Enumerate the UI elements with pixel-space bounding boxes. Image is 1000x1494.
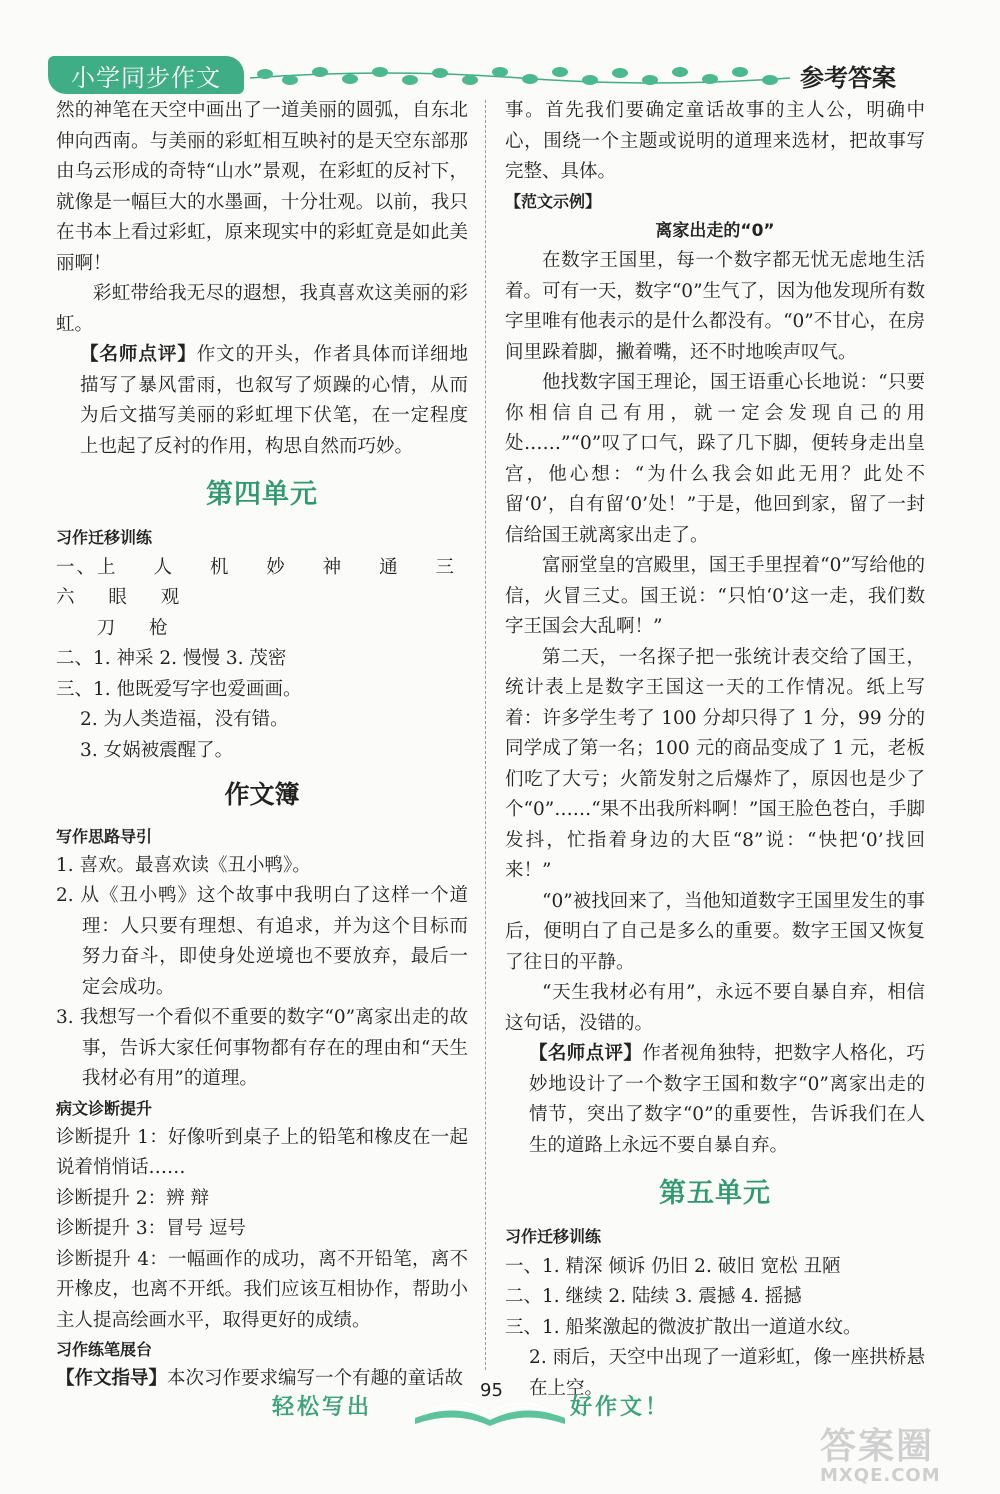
page-header xyxy=(0,0,1000,100)
right-column xyxy=(505,96,925,1404)
left-column xyxy=(56,96,468,1395)
answer-line: 三、1. 船桨激起的微波扩散出一道道水纹。 xyxy=(505,1316,862,1338)
answer-line: 二、1. 神采 2. 慢慢 3. 茂密 xyxy=(56,648,287,669)
answer-line: 一、1. 精深 倾诉 仍旧 2. 破旧 宽松 丑陋 xyxy=(505,1255,841,1277)
teacher-comment xyxy=(56,340,468,462)
answer-line: 诊断提升 2：辨 辩 xyxy=(56,1187,210,1209)
subsection-heading: 习作迁移训练 xyxy=(505,1226,602,1246)
guide-tag: 【作文指导】 xyxy=(56,1368,168,1389)
answer-line: 诊断提升 1：好像听到桌子上的铅笔和橡皮在一起说着悄悄话…… xyxy=(56,1126,468,1178)
story-paragraph: 富丽堂皇的宫殿里，国王手里捏着“0”写给他的信，火冒三丈。国王说：“只怕‘0’这一走，我们数字王国会大乱啊！” xyxy=(505,555,925,637)
page-title: 参考答案 xyxy=(800,64,896,92)
answer-line: 三、1. 他既爱写字也爱画画。 xyxy=(56,678,302,700)
answer-line: 2. 为人类造福，没有错。 xyxy=(80,709,289,730)
subsection-heading: 习作练笔展台 xyxy=(56,1340,153,1359)
comment-text: 作者视角独特，把数字人格化，巧妙地设计了一个数字王国和数字“0”离家出走的情节，突出了数字“0”的重要性，告诉我们在人生的道路上永远不要自暴自弃。 xyxy=(529,1043,925,1156)
subsection-heading: 病文诊断提升 xyxy=(56,1098,153,1118)
footer-slogan-right: 好作文！ xyxy=(570,1395,671,1420)
unit-heading: 第四单元 xyxy=(206,479,318,510)
teacher-comment xyxy=(505,1039,925,1161)
answer-line: 诊断提升 3：冒号 逗号 xyxy=(56,1218,247,1239)
answer-line: 2. 雨后，天空中出现了一道彩虹，像一座拱桥悬在上空。 xyxy=(529,1347,925,1399)
story-paragraph: “天生我材必有用”，永远不要自暴自弃，相信这句话，没错的。 xyxy=(505,982,925,1034)
story-paragraph: 在数字王国里，每一个数字都无忧无虑地生活着。可有一天，数字“0”生气了，因为他发现所有数字里唯有他表示的是什么都没有。“0”不甘心，在房间里跺着脚，撇着嘴，还不时地唉声叹气。 xyxy=(505,250,925,363)
answer-line: 诊断提升 4：一幅画作的成功，离不开铅笔，离不开橡皮，也离不开纸。我们应该互相协作，帮助小主人提高绘画水平，取得更好的成绩。 xyxy=(56,1248,468,1331)
watermark-url: MXQE.COM xyxy=(820,1465,941,1486)
guide-paragraph: 事。首先我们要确定童话故事的主人公，明确中心，围绕一个主题或说明的道理来选材，把故事写完整、具体。 xyxy=(505,100,925,182)
answer-line xyxy=(56,553,468,614)
guide-text: 本次习作要求编写一个有趣的童话故 xyxy=(167,1368,464,1389)
essay-paragraph: 然的神笔在天空中画出了一道美丽的圆弧，自东北伸向西南。与美丽的彩虹相互映衬的是天空东部那由乌云形成的奇特“山水”景观，在彩虹的反衬下，就像是一幅巨大的水墨画，十分壮观。以前，我只在书本上看过彩虹，原来现实中的彩虹竟是如此美丽啊！ xyxy=(56,100,468,274)
answer-line: 2. 从《丑小鸭》这个故事中我明白了这样一个道理：人只要有理想、有追求，并为这个目标而努力奋斗，即使身处逆境也不要放弃，最后一定会成功。 xyxy=(56,885,468,998)
unit-heading: 第五单元 xyxy=(659,1178,771,1209)
answer-label: 一、 xyxy=(56,556,98,578)
column-divider xyxy=(485,100,486,1370)
subsection-heading: 习作迁移训练 xyxy=(56,527,153,547)
subsection-heading: 写作思路导引 xyxy=(56,826,153,846)
story-title: 离家出走的“0” xyxy=(655,220,775,241)
book-series-badge: 小学同步作文 xyxy=(48,56,244,94)
section-heading: 作文簿 xyxy=(224,780,300,809)
comment-tag: 【名师点评】 xyxy=(80,344,197,365)
comment-text: 作文的开头，作者具体而详细地描写了暴风雷雨，也叙写了烦躁的心情，从而为后文描写美丽的彩虹埋下伏笔，在一定程度上也起了反衬的作用，构思自然而巧妙。 xyxy=(80,344,468,457)
example-tag: 【范文示例】 xyxy=(505,191,602,211)
answer-line: 1. 喜欢。最喜欢读《丑小鸭》。 xyxy=(56,854,311,876)
footer-slogan-left: 轻松写出 xyxy=(272,1395,373,1420)
watermark-text: 答案圈 xyxy=(820,1426,935,1467)
answer-chars: 上 人 机 妙 神 通 三 六 眼 观 xyxy=(56,556,468,608)
answer-line: 二、1. 继续 2. 陆续 3. 震撼 4. 摇撼 xyxy=(505,1286,802,1307)
essay-paragraph: 彩虹带给我无尽的遐想，我真喜欢这美丽的彩虹。 xyxy=(56,283,468,335)
answer-line: 3. 我想写一个看似不重要的数字“0”离家出走的故事，告诉大家任何事物都有存在的理由和“天生我材必有用”的道理。 xyxy=(56,1007,468,1089)
story-paragraph: 第二天，一名探子把一张统计表交给了国王，统计表上是数字王国这一天的工作情况。纸上写着：许多学生考了 100 分却只得了 1 分，99 分的同学成了第一名；100 元的商品变成了 1 元，老板们吃了大亏；火箭发射之后爆炸了，原因也是少了个“0”……“果不出我所料啊！”国王脸色苍白，手脚发抖，忙指着身边的大臣“8”说：“快把‘0’找回来！” xyxy=(505,646,925,881)
comment-tag: 【名师点评】 xyxy=(529,1043,643,1064)
answer-line: 3. 女娲被震醒了。 xyxy=(80,739,234,761)
leaf-vine-decoration xyxy=(250,60,790,90)
story-paragraph: “0”被找回来了，当他知道数字王国里发生的事后，便明白了自己是多么的重要。数字王国又恢复了往日的平静。 xyxy=(505,890,925,973)
story-paragraph: 他找数字国王理论，国王语重心长地说：“只要你相信自己有用，就一定会发现自己的用处……”“0”叹了口气，跺了几下脚，便转身走出皇宫，他心想：“为什么我会如此无用？此处不留‘0’，自有留‘0’处！”于是，他回到家，留了一封信给国王就离家出走了。 xyxy=(505,372,925,546)
page-number: 95 xyxy=(480,1380,503,1401)
watermark xyxy=(820,1418,990,1490)
answer-chars: 刀 枪 xyxy=(96,617,182,639)
